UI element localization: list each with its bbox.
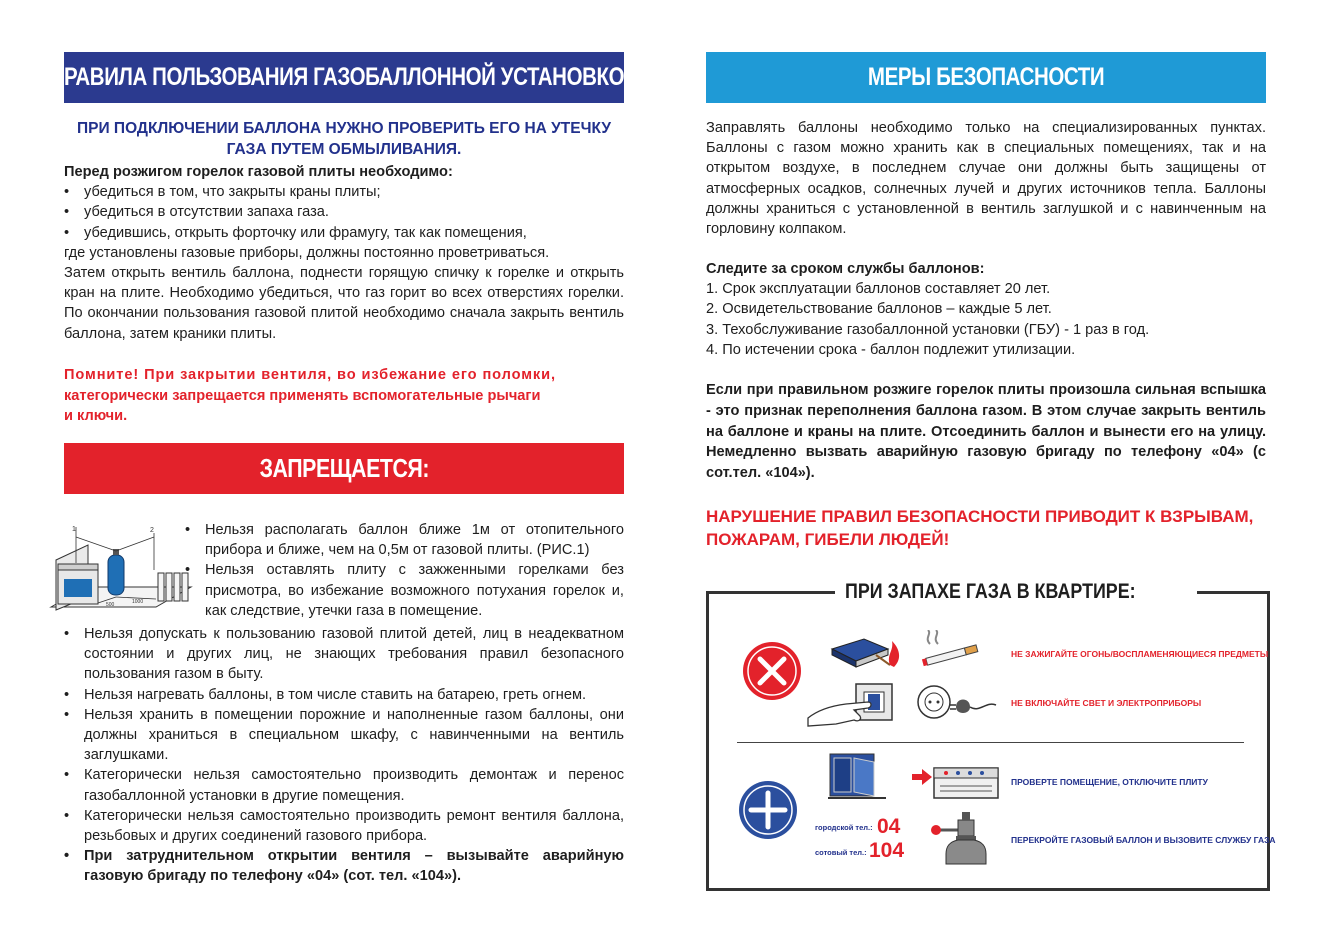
forbidden-item-storage: • Нельзя хранить в помещении порожние и наполненные газом баллоны, они должны храниться в специальном шкафу, с навинченными на вентиль заглушками.	[64, 705, 624, 766]
mobile-phone-label: сотовый тел.:	[815, 848, 867, 857]
leak-check-notice	[64, 118, 624, 160]
figure-label-2: 2	[150, 527, 154, 534]
remember-line-1: Помните! При закрытии вентиля, во избежание его поломки,	[64, 367, 556, 383]
forbidden-item-distance: • Нельзя располагать баллон ближе 1м от отопительного прибора и ближе, чем на 0,5м от газовой плиты. (РИС.1)	[185, 520, 624, 560]
violation-line-1: НАРУШЕНИЕ ПРАВИЛ БЕЗОПАСНОСТИ ПРИВОДИТ К ВЗРЫВАМ,	[706, 507, 1254, 526]
dont-fire-label: НЕ ЗАЖИГАЙТЕ ОГОНЬ/ВОСПЛАМЕНЯЮЩИЕСЯ ПРЕДМЕТЫ	[1011, 649, 1269, 659]
socket-plug-icon	[916, 683, 1000, 723]
forbidden-item-emergency: • При затруднительном открытии вентиля – вызывайте аварийную газовую бригаду по телефону «04» (сот. тел. «104»).	[64, 846, 624, 886]
service-life-heading: Следите за сроком службы баллонов:	[706, 261, 985, 277]
service-item-2: 2. Освидетельствование баллонов – каждые 5 лет.	[706, 301, 1052, 318]
cigarette-icon	[918, 630, 982, 668]
matches-icon	[828, 633, 904, 671]
leak-check-line-2: ГАЗА ПУТЕМ ОБМЫЛИВАНИЯ.	[226, 141, 462, 158]
rules-banner-title: ПРАВИЛА ПОЛЬЗОВАНИЯ ГАЗОБАЛЛОННОЙ УСТАНОВКОЙ	[49, 63, 639, 91]
forbidden-banner	[64, 443, 624, 494]
allow-icon	[737, 779, 799, 841]
forbidden-list	[64, 624, 624, 887]
before-item-1: • убедиться в том, что закрыты краны плиты;	[64, 182, 624, 202]
service-item-3: 3. Техобслуживание газобаллонной установки (ГБУ) - 1 раз в год.	[706, 321, 1150, 338]
figure-dim-1000: 1000	[132, 599, 144, 605]
service-item-1: 1. Срок эксплуатации баллонов составляет 20 лет.	[706, 281, 1051, 298]
forbidden-banner-title: ЗАПРЕЩАЕТСЯ:	[259, 453, 429, 483]
safety-banner	[706, 52, 1266, 103]
forbidden-item-heating: • Нельзя нагревать баллоны, в том числе ставить на батарею, греть огнем.	[64, 685, 624, 705]
service-item-4: 4. По истечении срока - баллон подлежит утилизации.	[706, 341, 1076, 358]
city-phone-number: 04	[877, 815, 901, 838]
do-close-label: ПЕРЕКРОЙТЕ ГАЗОВЫЙ БАЛЛОН И ВЫЗОВИТЕ СЛУЖБУ ГАЗА	[1011, 835, 1276, 845]
before-continuation: где установлены газовые приборы, должны постоянно проветриваться.	[64, 244, 550, 261]
service-life-block	[706, 259, 1266, 360]
stove-cylinder-figure	[46, 515, 196, 615]
dont-light-label: НЕ ВКЛЮЧАЙТЕ СВЕТ И ЭЛЕКТРОПРИБОРЫ	[1011, 698, 1202, 708]
do-ventilate-label: ПРОВЕРТЕ ПОМЕЩЕНИЕ, ОТКЛЮЧИТЕ ПЛИТУ	[1011, 777, 1208, 787]
leak-check-line-1: ПРИ ПОДКЛЮЧЕНИИ БАЛЛОНА НУЖНО ПРОВЕРИТЬ ЕГО НА УТЕЧКУ	[77, 120, 611, 137]
gas-valve-icon	[924, 808, 994, 866]
forbidden-item-children: • Нельзя допускать к пользованию газовой плитой детей, лиц в неадекватном состоянии и других лиц, не знающих требования правил безопасного пользования газом в быту.	[64, 624, 624, 685]
light-switch-icon	[806, 680, 896, 728]
rules-banner	[49, 52, 639, 103]
remember-warning	[64, 365, 624, 427]
forbidden-top-list	[185, 520, 624, 621]
storage-paragraph: Заправлять баллоны необходимо только на специализированных пунктах. Баллоны с газом можно хранить как в специальных помещениях, так и на открытом воздухе, в последнем случае они должны быть защищены от атмосферных осадков, солнечных лучей и других источников тепла. Баллоны должны храниться с установленной в вентиль заглушкой и с навинченным на горловину колпаком.	[706, 120, 1266, 238]
before-item-2: • убедиться в отсутствии запаха газа.	[64, 202, 624, 222]
forbidden-item-unattended: • Нельзя оставлять плиту с зажженными горелками без присмотра, во избежание возможного потухания горелок и, как следствие, утечки газа в помещение.	[185, 560, 624, 621]
violation-warning	[706, 505, 1276, 551]
gas-smell-title: ПРИ ЗАПАХЕ ГАЗА В КВАРТИРЕ:	[835, 578, 1197, 606]
violation-line-2: ПОЖАРАМ, ГИБЕЛИ ЛЮДЕЙ!	[706, 530, 950, 549]
gas-cylinder-icon	[108, 555, 124, 595]
before-ignition-heading: Перед розжигом горелок газовой плиты необходимо:	[64, 164, 453, 180]
prohibit-icon	[741, 640, 803, 702]
before-ignition-block	[64, 162, 624, 344]
mobile-phone-number: 104	[869, 839, 905, 862]
figure-label-1: 1	[72, 526, 76, 533]
remember-line-2: категорически запрещается применять вспомогательные рычаги	[64, 387, 541, 404]
city-phone-label: городской тел.:	[815, 823, 873, 832]
flash-paragraph: Если при правильном розжиге горелок плиты произошла сильная вспышка - это признак переполнения баллона газом. В этом случае закрыть вентиль на баллоне и краны на плите. Отсоединить баллон и вынести его на улицу. Немедленно вызвать аварийную газовую бригаду по телефону «04» (с сот.тел. «104»).	[706, 382, 1266, 482]
window-icon	[828, 752, 890, 802]
forbidden-item-dismantle: • Категорически нельзя самостоятельно производить демонтаж и перенос газобаллонной установки в другие помещения.	[64, 765, 624, 805]
before-item-3: • убедившись, открыть форточку или фрамугу, так как помещения,	[64, 223, 624, 243]
stove-panel-icon	[932, 766, 1002, 802]
gas-box-divider	[737, 742, 1244, 743]
ignition-procedure: Затем открыть вентиль баллона, поднести горящую спичку к горелке и открыть кран на плите. Необходимо убедиться, что газ горит во всех отверстиях горелки. По окончании пользования газовой плитой необходимо сначала закрыть вентиль баллона, затем краники плиты.	[64, 265, 624, 342]
safety-banner-title: МЕРЫ БЕЗОПАСНОСТИ	[867, 63, 1105, 91]
remember-line-3: и ключи.	[64, 408, 128, 424]
arrow-icon	[912, 769, 932, 785]
forbidden-item-repair: • Категорически нельзя самостоятельно производить ремонт вентиля баллона, резьбовых и других соединений газового прибора.	[64, 806, 624, 846]
figure-dim-500: 500	[106, 602, 115, 608]
